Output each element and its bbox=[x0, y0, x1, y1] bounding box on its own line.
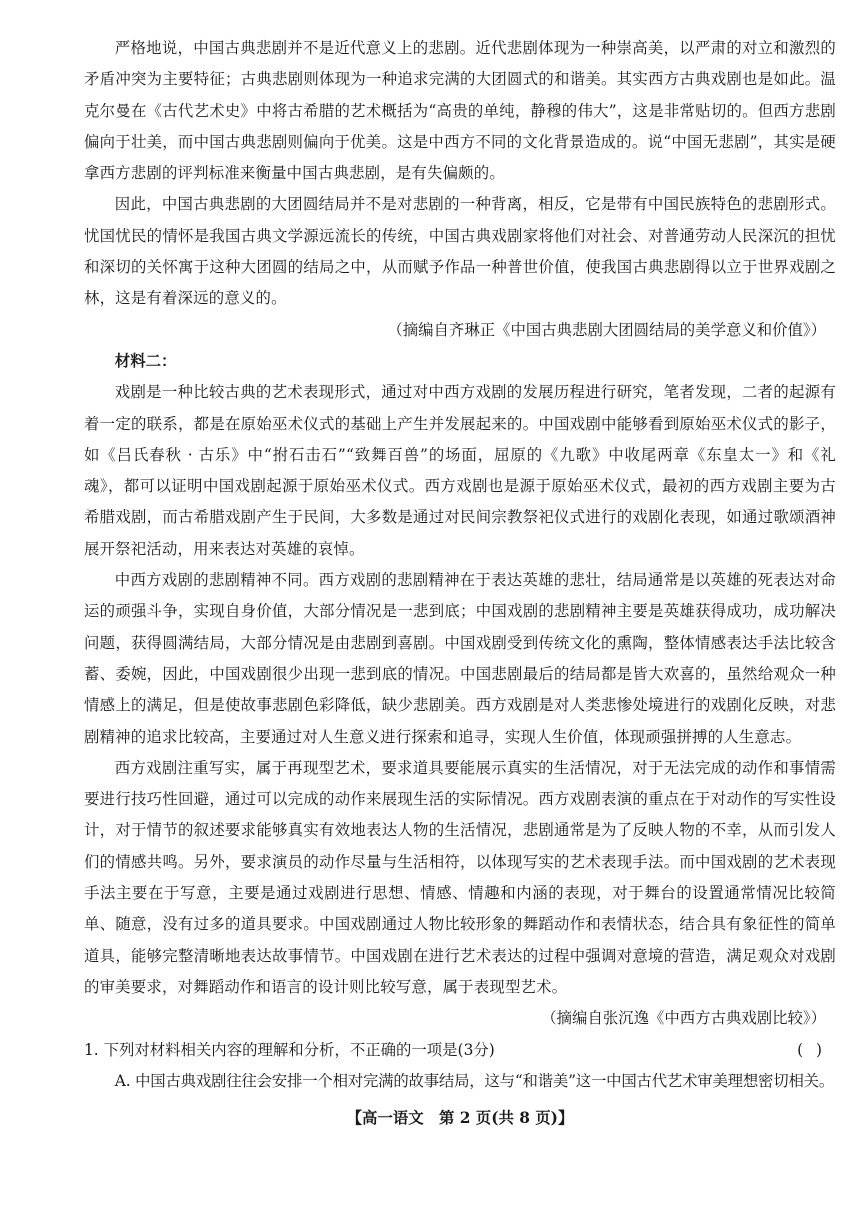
option-a: A. 中国古典戏剧往往会安排一个相对完满的故事结局，这与“和谐美”这一中国古代艺术审美理想密切相关。 bbox=[114, 1071, 835, 1090]
question-1-text: 1. 下列对材料相关内容的理解和分析，不正确的一项是(3分) bbox=[84, 1040, 495, 1059]
source-citation-1: （摘编自齐琳正《中国古典悲剧大团圆结局的美学意义和价值》） bbox=[387, 320, 826, 339]
source-citation-2: （摘编自张沉逸《中西方古典戏剧比较》） bbox=[541, 1009, 826, 1028]
paragraph-3: 戏剧是一种比较古典的艺术表现形式，通过对中西方戏剧的发展历程进行研究，笔者发现，二者的起源有着一定的联系，都是在原始巫术仪式的基础上产生并发展起来的。中国戏剧中能够看到原始巫术仪式的影子，如《吕氏春秋 · 古乐》中“拊石击石”“致舞百兽”的场面，屈原的《九歌》中收尾两章《东皇太一》和《礼魂》，都可以证明中国戏剧起源于原始巫术仪式。西方戏剧也是源于原始巫术仪式，最初的西方戏剧主要为古希腊戏剧，而古希腊戏剧产生于民间，大多数是通过对民间宗教祭祀仪式进行的戏剧化表现，如通过歌颂酒神展开祭祀活动，用来表达对英雄的哀悼。 bbox=[84, 383, 836, 558]
material-two-heading: 材料二： bbox=[114, 351, 177, 370]
answer-blank: ( ) bbox=[797, 1040, 826, 1059]
paragraph-4: 中西方戏剧的悲剧精神不同。西方戏剧的悲剧精神在于表达英雄的悲壮，结局通常是以英雄的死表达对命运的顽强斗争，实现自身价值，大部分情况是一悲到底；中国戏剧的悲剧精神主要是英雄获得成功，成功解决问题，获得圆满结局，大部分情况是由悲剧到喜剧。中国戏剧受到传统文化的熏陶，整体情感表达手法比较含蓄、委婉，因此，中国戏剧很少出现一悲到底的情况。中国悲剧最后的结局都是皆大欢喜的，虽然给观众一种情感上的满足，但是使故事悲剧色彩降低，缺少悲剧美。西方戏剧是对人类悲惨处境进行的戏剧化反映，对悲剧精神的追求比较高，主要通过对人生意义进行探索和追寻，实现人生价值，体现顽强拼搏的人生意志。 bbox=[84, 571, 836, 746]
question-1 bbox=[84, 1035, 836, 1066]
paragraph-2: 因此，中国古典悲剧的大团圆结局并不是对悲剧的一种背离，相反，它是带有中国民族特色的悲剧形式。忧国忧民的情怀是我国古典文学源远流长的传统，中国古典戏剧家将他们对社会、对普通劳动人民深沉的担忧和深切的关怀寓于这种大团圆的结局之中，从而赋予作品一种普世价值，使我国古典悲剧得以立于世界戏剧之林，这是有着深远的意义的。 bbox=[84, 195, 836, 308]
paragraph-5: 西方戏剧注重写实，属于再现型艺术，要求道具要能展示真实的生活情况，对于无法完成的动作和事情需要进行技巧性回避，通过可以完成的动作来展现生活的实际情况。西方戏剧表演的重点在于对动作的写实性设计，对于情节的叙述要求能够真实有效地表达人物的生活情况，悲剧通常是为了反映人物的不幸，从而引发人们的情感共鸣。另外，要求演员的动作尽量与生活相符，以体现写实的艺术表现手法。而中国戏剧的艺术表现手法主要在于写意，主要是通过戏剧进行思想、情感、情趣和内涵的表现，对于舞台的设置通常情况比较简单、随意，没有过多的道具要求。中国戏剧通过人物比较形象的舞蹈动作和表情状态，结合具有象征性的简单道具，能够完整清晰地表达故事情节。中国戏剧在进行艺术表达的过程中强调对意境的营造，满足观众对戏剧的审美要求，对舞蹈动作和语言的设计则比较写意，属于表现型艺术。 bbox=[84, 758, 836, 996]
paragraph-1: 严格地说，中国古典悲剧并不是近代意义上的悲剧。近代悲剧体现为一种崇高美，以严肃的对立和激烈的矛盾冲突为主要特征；古典悲剧则体现为一种追求完满的大团圆式的和谐美。其实西方古典戏剧也是如此。温克尔曼在《古代艺术史》中将古希腊的艺术概括为“高贵的单纯，静穆的伟大”，这是非常贴切的。但西方悲剧偏向于壮美，而中国古典悲剧则偏向于优美。这是中西方不同的文化背景造成的。说“中国无悲剧”，其实是硬拿西方悲剧的评判标准来衡量中国古典悲剧，是有失偏颇的。 bbox=[84, 39, 836, 183]
exam-page bbox=[84, 33, 836, 1131]
page-footer: 【高一语文 第 2 页(共 8 页)】 bbox=[346, 1109, 574, 1128]
